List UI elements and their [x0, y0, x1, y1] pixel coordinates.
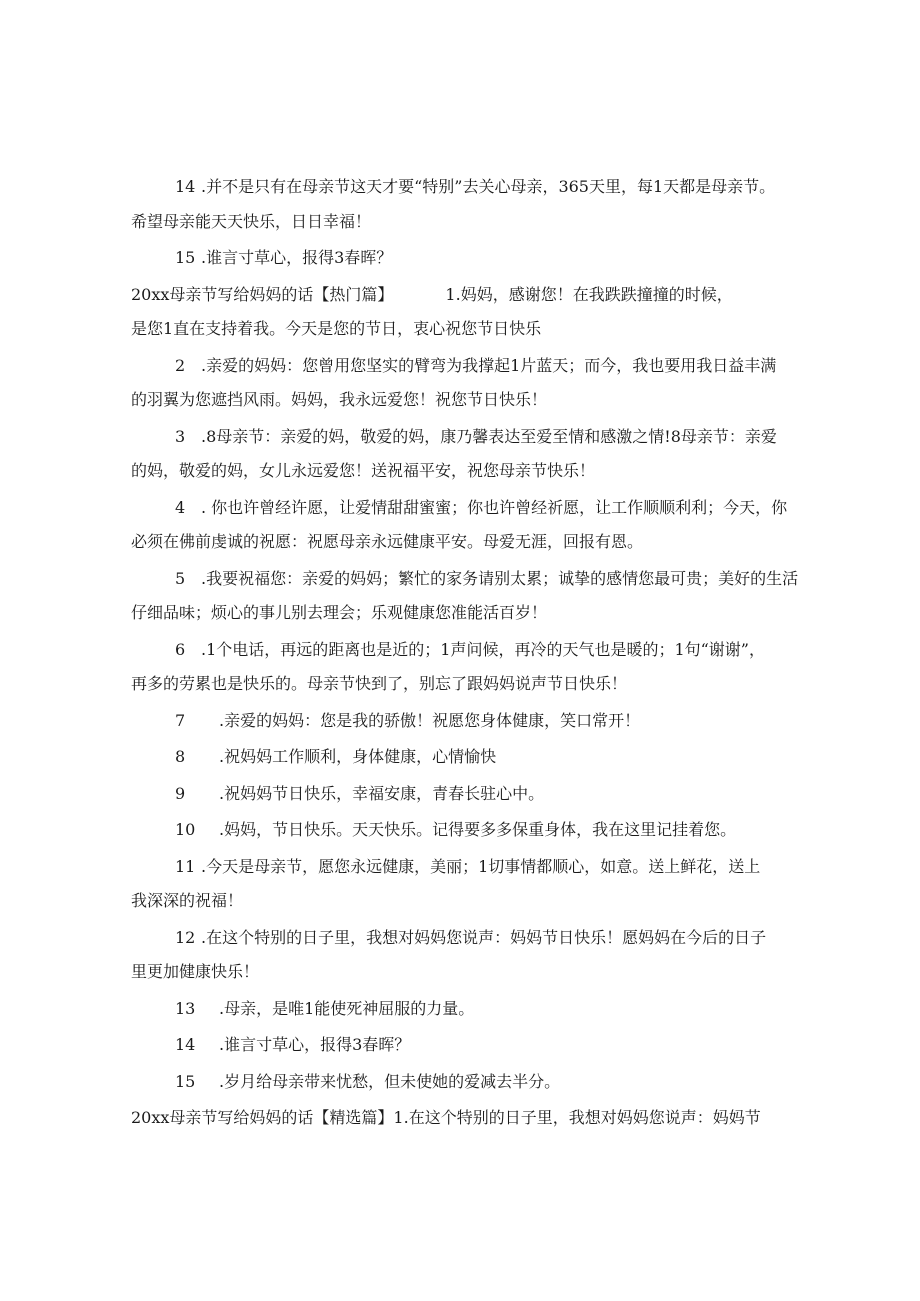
list-item	[131, 921, 801, 990]
list-item	[131, 349, 801, 418]
item-number: 8	[175, 747, 186, 766]
list-item	[131, 491, 801, 560]
item-number: 14	[175, 1035, 196, 1054]
item-text: .亲爱的妈妈：您曾用您坚实的臂弯为我撑起1片蓝天；而今，我也要用我日益丰满	[201, 355, 777, 375]
item-text: .我要祝福您：亲爱的妈妈；繁忙的家务请别太累；诚挚的感情您最可贵；美好的生活	[201, 568, 799, 588]
item-number: 12	[175, 927, 196, 947]
list-item	[131, 420, 801, 489]
item-text: .妈妈，节日快乐。天天快乐。记得要多多保重身体，我在这里记挂着您。	[219, 820, 737, 839]
list-item	[131, 740, 801, 775]
item-text: .在这个特别的日子里，我想对妈妈您说声：妈妈节日快乐！愿妈妈在今后的日子	[201, 927, 767, 947]
section-title: 20xx母亲节写给妈妈的话【热门篇】	[131, 284, 394, 304]
item-text: .岁月给母亲带来忧愁，但未使她的爱减去半分。	[219, 1071, 561, 1091]
item-number: 9	[175, 783, 186, 803]
section-heading-hot	[131, 278, 801, 347]
item-number: 11	[175, 856, 196, 876]
item-text: .今天是母亲节，愿您永远健康，美丽；1切事情都顺心，如意。送上鲜花，送上	[201, 856, 761, 876]
item-text: .8母亲节：亲爱的妈，敬爱的妈，康乃馨表达至爱至情和感激之情!8母亲节：亲爱	[201, 426, 777, 446]
section-heading-featured	[131, 1101, 801, 1136]
item-text: 1.妈妈，感谢您！在我跌跌撞撞的时候，	[445, 284, 733, 304]
item-number: 15	[175, 248, 196, 267]
item-text: 必须在佛前虔诚的祝愿：祝愿母亲永远健康平安。母爱无涯，回报有恩。	[131, 532, 644, 551]
item-text: .亲爱的妈妈：您是我的骄傲！祝愿您身体健康，笑口常开！	[219, 710, 641, 730]
item-text: 里更加健康快乐！	[131, 962, 260, 981]
list-item	[131, 1065, 801, 1100]
item-number: 15	[175, 1071, 196, 1091]
item-number: 13	[175, 998, 196, 1018]
list-item	[131, 1028, 801, 1063]
item-text: .谁言寸草心，报得3春晖？	[219, 1035, 411, 1054]
item-text: .谁言寸草心，报得3春晖？	[201, 248, 393, 267]
list-item	[131, 241, 801, 276]
item-number: 10	[175, 820, 196, 839]
item-text: 再多的劳累也是快乐的。母亲节快到了，别忘了跟妈妈说声节日快乐！	[131, 674, 628, 693]
item-number: 7	[175, 710, 186, 730]
item-text: 1.在这个特别的日子里，我想对妈妈您说声：妈妈节	[393, 1108, 761, 1127]
list-item	[131, 704, 801, 739]
item-text: 仔细品味；烦心的事儿别去理会；乐观健康您准能活百岁！	[131, 603, 548, 622]
item-number: 3	[175, 426, 186, 446]
item-text: 是您1直在支持着我。今天是您的节日，衷心祝您节日快乐	[131, 319, 542, 338]
item-number: 4	[175, 497, 186, 517]
document-body	[131, 170, 801, 1136]
section-title: 20xx母亲节写给妈妈的话【精选篇】	[131, 1108, 394, 1127]
list-item	[131, 777, 801, 812]
list-item	[131, 813, 801, 848]
item-text: .并不是只有在母亲节这天才要“特别”去关心母亲，365天里，每1天都是母亲节。	[201, 177, 776, 196]
item-text: .祝妈妈节日快乐，幸福安康，青春长驻心中。	[219, 783, 545, 803]
item-text: 我深深的祝福！	[131, 891, 244, 910]
item-number: 6	[175, 639, 186, 659]
item-text: 希望母亲能天天快乐，日日幸福！	[131, 211, 372, 231]
item-text: .祝妈妈工作顺利，身体健康，心情愉快	[219, 747, 497, 766]
item-text: . 你也许曾经许愿，让爱情甜甜蜜蜜；你也许曾经祈愿，让工作顺顺利利；今天，你	[201, 497, 788, 517]
item-number: 2	[175, 355, 186, 375]
list-item	[131, 992, 801, 1027]
list-item	[131, 562, 801, 631]
item-number: 14	[175, 177, 196, 196]
list-item	[131, 170, 801, 239]
item-number: 5	[175, 568, 186, 588]
item-text: .1个电话，再远的距离也是近的；1声问候，再冷的天气也是暖的；1句“谢谢”，	[201, 639, 765, 659]
item-text: .母亲，是唯1能使死神屈服的力量。	[219, 998, 475, 1018]
list-item	[131, 850, 801, 919]
item-text: 的羽翼为您遮挡风雨。妈妈，我永远爱您！祝您节日快乐！	[131, 390, 548, 409]
list-item	[131, 633, 801, 702]
item-text: 的妈，敬爱的妈，女儿永远爱您！送祝福平安，祝您母亲节快乐！	[131, 461, 596, 480]
